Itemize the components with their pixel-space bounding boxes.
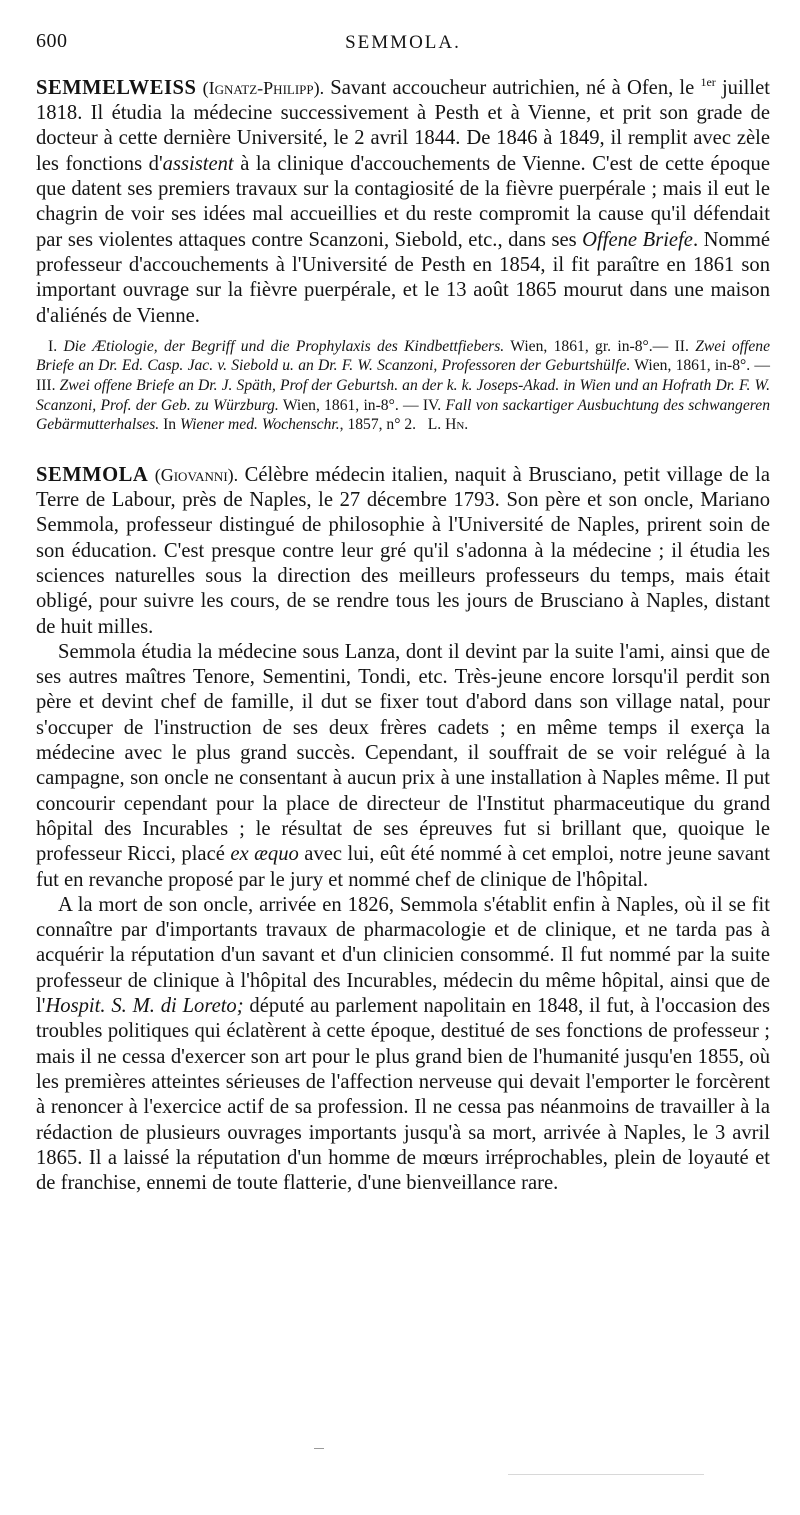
page-number: 600 xyxy=(36,30,68,52)
biblio-journal: Wiener med. Wochenschr. xyxy=(179,416,340,434)
italic-term: ex æquo xyxy=(230,843,299,866)
entry-text: Savant accoucheur autrichien, né à Ofen, le xyxy=(324,76,701,99)
semmola-paragraph-1 xyxy=(36,463,770,640)
italic-title: Offene Briefe xyxy=(582,228,693,251)
entry-text: . Nommé professeur d'accouchements à l'Université de Pesth en 1854, il fit paraître en 1861 son important ouvrage sur la fièvre puerpérale, et le 13 août 1865 mourut dans une maison d'aliénés de Vienne. xyxy=(36,228,770,327)
biblio-title: Zwei offene Briefe an Dr. J. Späth, Prof der Geburtsh. an der k. k. Joseps-Akad. in Wien und an Hofrath Dr. F. W. Scanzoni, Prof. der Geb. zu Würzburg. xyxy=(36,377,770,414)
entry-text: à la clinique d'accouchements de Vienne. C'est de cette époque que datent ses premiers travaux sur la contagiosité de la fièvre puerpérale ; mais il eut le chagrin de voir ses idées mal accueillies et du reste compromit la cause qu'il défendait par ses violentes attaques contre Scanzoni, Siebold, etc., dans ses xyxy=(36,152,770,251)
running-head xyxy=(36,30,770,70)
semmola-paragraph-3 xyxy=(36,893,770,1197)
running-title: SEMMOLA. xyxy=(345,32,461,53)
ordinal-superscript: 1er xyxy=(700,75,716,89)
biblio-title: Die Ætiologie, der Begriff und die Prophylaxis des Kindbettfiebers. xyxy=(63,337,505,355)
italic-title: Hospit. S. M. di Loreto; xyxy=(45,995,244,1018)
biblio-text: In xyxy=(159,416,180,434)
entry-text: juillet 1818. Il étudia la médecine successivement à Pesth et à Vienne, et prit son grade de docteur à cette dernière Université, le 2 avril 1844. De 1846 à 1849, il remplit avec zèle les fonctions d' xyxy=(36,76,770,175)
author-signature: L. Hn. xyxy=(427,416,469,434)
biblio-text: Wien, 1861, in-8°. — III. xyxy=(36,357,770,395)
footer-dash xyxy=(314,1448,324,1449)
entry-text: député au parlement napolitain en 1848, il fut, à l'occasion des troubles politiques qui éclatèrent à cette époque, destitué de ses fonctions de professeur ; mais il ne cessa d'exercer son art pour le plus grand bien de l'humanité jusqu'en 1855, où les premières atteintes sérieuses de l'affection nerveuse qui devait l'emporter le forcèrent à renoncer à l'exercice actif de sa profession. Il ne cessa pas néanmoins de travailler à la rédaction de plusieurs ouvrages importants jusqu'à sa mort, arrivée à Naples, le 3 avril 1865. Il a laissé la réputation d'un homme de mœurs irréprochables, plein de loyauté et de franchise, ennemi de toute flatterie, d'une bienveillance rare. xyxy=(36,995,770,1195)
italic-term: assistent xyxy=(162,152,234,175)
entry-semmelweiss xyxy=(36,70,770,329)
headword-semmola: SEMMOLA xyxy=(36,463,149,486)
entry-text: Célèbre médecin italien, naquit à Brusciano, petit village de la Terre de Labour, près de Naples, le 27 décembre 1793. Son père et son oncle, Mariano Semmola, professeur distingué de philosophie à l'Université de Naples, prirent soin de son éducation. C'est presque contre leur gré qu'il s'adonna à la médecine ; il étudia les sciences naturelles sous la direction des meilleurs professeurs du temps, mais était obligé, pour suivre les cours, de se rendre tous les jours de Brusciano à Naples, distant de huit milles. xyxy=(36,463,770,638)
biblio-text: I. xyxy=(48,337,64,355)
footer-faint-rule xyxy=(508,1474,704,1475)
entry-text: Semmola étudia la médecine sous Lanza, dont il devint par la suite l'ami, ainsi que de ses autres maîtres Tenore, Sementini, Tondi, etc. Très-jeune encore lorsqu'il perdit son père et devint chef de famille, il dut se fixer tout d'abord dans son village natal, pour s'occuper de l'instruction de ses deux frères cadets ; en même temps il exerça la médecine avec le plus grand succès. Cependant, il souffrait de se voir relégué à la campagne, son oncle ne consentant à aucun prix à une installation à Naples même. Il put concourir cependant pour la place de directeur de l'Institut pharmaceutique du grand hôpital des Incurables ; le résultat de ses épreuves fut si brillant que, quoique le professeur Ricci, placé xyxy=(36,640,770,866)
biblio-text: Wien, 1861, gr. in-8°.— II. xyxy=(504,337,696,355)
bibliography-semmelweiss xyxy=(36,337,770,435)
entry-text: A la mort de son oncle, arrivée en 1826, Semmola s'établit enfin à Naples, où il se fit connaître par d'importants travaux de pharmacologie et de clinique, et ne tarda pas à acquérir la réputation d'un savant et d'un clinicien consommé. Il fut nommé par la suite professeur de clinique à l'hôpital des Incurables, médecin du même hôpital, ainsi que de l' xyxy=(36,893,770,1018)
biblio-text: Wien, 1861, in-8°. — IV. xyxy=(278,396,446,414)
biblio-title: Fall von sackartiger Ausbuchtung des schwangeren Gebärmutterhalses. xyxy=(36,396,770,434)
given-name-semmola: (Giovanni). xyxy=(154,464,239,485)
biblio-text: , 1857, n° 2. xyxy=(339,416,417,434)
semmola-paragraph-2 xyxy=(36,640,770,893)
entry-semmola xyxy=(36,463,770,1197)
given-name-semmelweiss: (Ignatz-Philipp). xyxy=(202,77,325,98)
headword-semmelweiss: SEMMELWEISS xyxy=(36,76,197,99)
biblio-title: Zwei offene Briefe an Dr. Ed. Casp. Jac. v. Siebold u. an Dr. F. W. Scanzoni, Professoren der Geburtshülfe. xyxy=(36,337,770,375)
entry-text: avec lui, eût été nommé à cet emploi, notre jeune savant fut en revanche proposé par le jury et nommé chef de clinique de l'hôpital. xyxy=(36,843,770,891)
